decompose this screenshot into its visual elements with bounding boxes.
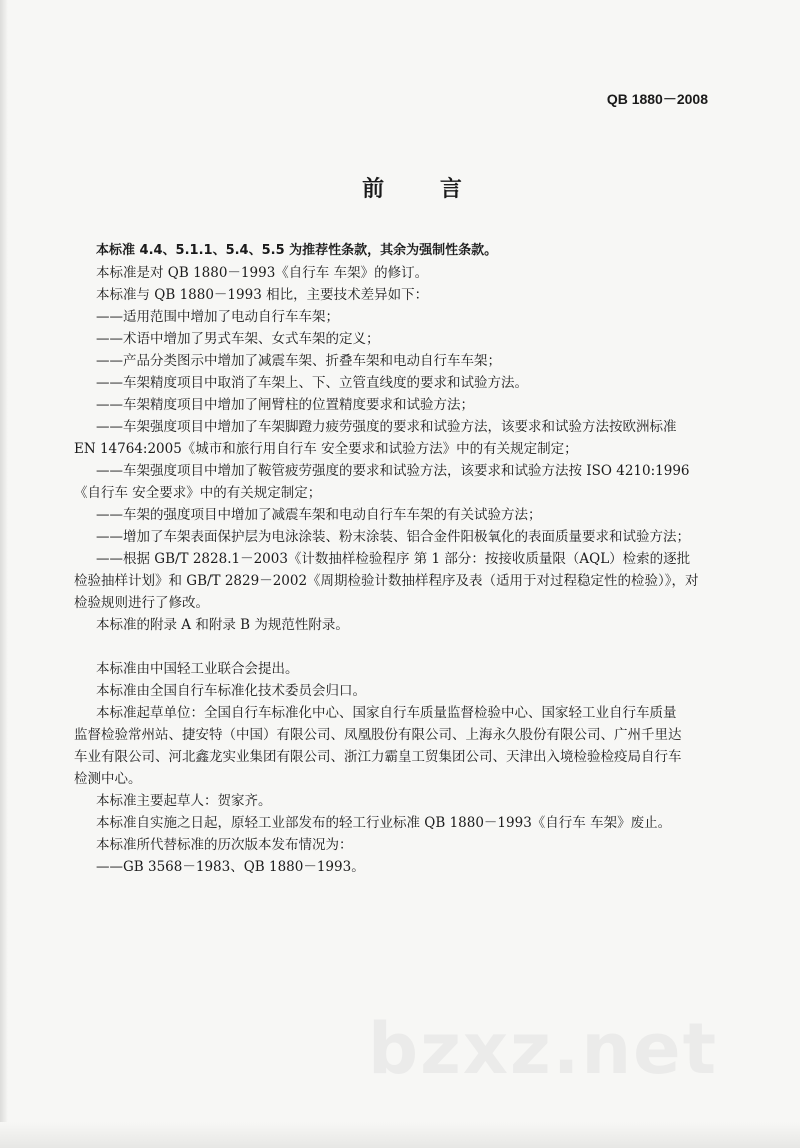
difference-item-continuation: EN 14764:2005《城市和旅行用自行车 安全要求和试验方法》中的有关规定制定；	[74, 441, 578, 457]
page-title: 前 言	[362, 177, 486, 202]
paragraph-history-intro: 本标准所代替标准的历次版本发布情况为：	[96, 837, 353, 853]
paragraph-history-list: ——GB 3568－1983、QB 1880－1993。	[96, 859, 365, 875]
paragraph-continuation: 检测中心。	[74, 771, 142, 787]
difference-item: ——车架强度项目中增加了车架脚蹬力疲劳强度的要求和试验方法，该要求和试验方法按欧洲标准	[96, 419, 677, 435]
page-bottom-shadow	[0, 1122, 800, 1148]
difference-item: ——车架的强度项目中增加了减震车架和电动自行车车架的有关试验方法；	[96, 507, 542, 523]
paragraph-abolished: 本标准自实施之日起，原轻工业部发布的轻工行业标准 QB 1880－1993《自行车 车架》废止。	[96, 815, 672, 831]
foreword-body	[74, 240, 736, 878]
paragraph-annexes: 本标准的附录 A 和附录 B 为规范性附录。	[96, 617, 349, 633]
paragraph-drafting-units: 本标准起草单位：全国自行车标准化中心、国家自行车质量监督检验中心、国家轻工业自行车质量	[96, 705, 677, 721]
difference-item: ——术语中增加了男式车架、女式车架的定义；	[96, 331, 380, 347]
spacer	[96, 636, 736, 658]
difference-item: ——根据 GB/T 2828.1－2003《计数抽样检验程序 第 1 部分：按接收质量限（AQL）检索的逐批	[96, 551, 691, 567]
difference-item: ——增加了车架表面保护层为电泳涂装、粉末涂装、铝合金件阳极氧化的表面质量要求和试验方法；	[96, 529, 690, 545]
difference-item-continuation: 《自行车 安全要求》中的有关规定制定；	[74, 485, 322, 501]
paragraph-administered-by: 本标准由全国自行车标准化技术委员会归口。	[96, 683, 366, 699]
paragraph-revision: 本标准是对 QB 1880－1993《自行车 车架》的修订。	[96, 265, 429, 281]
paragraph-main-drafter: 本标准主要起草人：贺家齐。	[96, 793, 272, 809]
difference-item: ——车架精度项目中取消了车架上、下、立管直线度的要求和试验方法。	[96, 375, 528, 391]
difference-item: ——车架强度项目中增加了鞍管疲劳强度的要求和试验方法，该要求和试验方法按 ISO 4210:1996	[96, 463, 690, 479]
paragraph-proposed-by: 本标准由中国轻工业联合会提出。	[96, 661, 299, 677]
difference-item: ——产品分类图示中增加了减震车架、折叠车架和电动自行车车架；	[96, 353, 501, 369]
difference-item-continuation: 检验规则进行了修改。	[74, 595, 209, 611]
difference-item-continuation: 检验抽样计划》和 GB/T 2829－2002《周期检验计数抽样程序及表（适用于对过程稳定性的检验）》，对	[74, 573, 699, 589]
paragraph-recommended-clauses: 本标准 4.4、5.1.1、5.4、5.5 为推荐性条款，其余为强制性条款。	[96, 243, 498, 258]
difference-item: ——适用范围中增加了电动自行车车架；	[96, 309, 339, 325]
document-code: QB 1880－2008	[606, 91, 708, 107]
watermark: bzxz.net	[368, 1008, 719, 1090]
paragraph-continuation: 监督检验常州站、捷安特（中国）有限公司、凤凰股份有限公司、上海永久股份有限公司、广州千里达	[74, 727, 682, 743]
paragraph-differences-intro: 本标准与 QB 1880－1993 相比，主要技术差异如下：	[96, 287, 429, 303]
difference-item: ——车架精度项目中增加了闸臂柱的位置精度要求和试验方法；	[96, 397, 474, 413]
paragraph-continuation: 车业有限公司、河北鑫龙实业集团有限公司、浙江力霸皇工贸集团公司、天津出入境检验检疫局自行车	[74, 749, 682, 765]
